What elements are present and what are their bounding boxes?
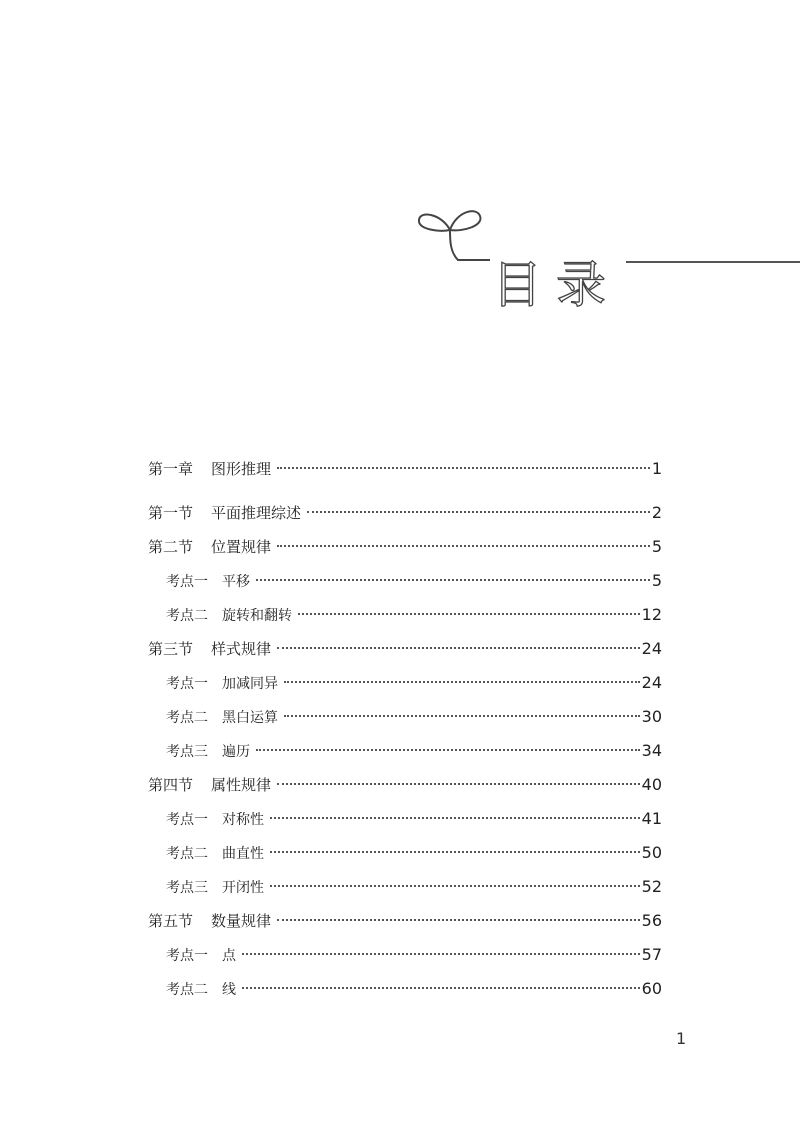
toc-entry-label: 考点一 bbox=[166, 676, 208, 692]
dot-leader bbox=[270, 885, 640, 887]
toc-header bbox=[414, 200, 800, 314]
dot-leader bbox=[307, 511, 650, 513]
toc-entry-label: 考点三 bbox=[166, 880, 208, 896]
dot-leader bbox=[284, 681, 640, 683]
toc-entry-title: 旋转和翻转 bbox=[222, 608, 292, 624]
sprout-icon bbox=[414, 200, 494, 270]
toc-entry-page: 34 bbox=[641, 741, 662, 760]
toc-entry-label: 第三节 bbox=[148, 640, 194, 658]
toc-entry-label: 第一章 bbox=[148, 460, 194, 478]
toc-entry-title: 数量规律 bbox=[211, 912, 272, 930]
toc-entry-point[interactable] bbox=[148, 700, 662, 734]
toc-entry-label: 考点二 bbox=[166, 608, 208, 624]
toc-entry-point[interactable] bbox=[148, 836, 662, 870]
dot-leader bbox=[298, 613, 640, 615]
dot-leader bbox=[277, 545, 650, 547]
toc-entry-label: 第二节 bbox=[148, 538, 194, 556]
toc-entry-title: 图形推理 bbox=[211, 460, 272, 478]
toc-entry-label: 考点一 bbox=[166, 574, 208, 590]
toc-entry-section[interactable] bbox=[148, 530, 662, 564]
toc-entry-page: 2 bbox=[651, 503, 662, 522]
toc-entry-page: 50 bbox=[641, 843, 662, 862]
toc-entry-page: 57 bbox=[641, 945, 662, 964]
toc-entry-page: 40 bbox=[641, 775, 662, 794]
toc-entry-label: 第五节 bbox=[148, 912, 194, 930]
toc-entry-title: 开闭性 bbox=[222, 880, 264, 896]
toc-entry-label: 第四节 bbox=[148, 776, 194, 794]
toc-entry-page: 60 bbox=[641, 979, 662, 998]
toc-entry-section[interactable] bbox=[148, 768, 662, 802]
toc-entry-point[interactable] bbox=[148, 802, 662, 836]
page-number: 1 bbox=[676, 1029, 687, 1048]
toc-entry-title: 遍历 bbox=[222, 744, 250, 760]
page-title: 目录 bbox=[492, 255, 620, 314]
dot-leader bbox=[284, 715, 640, 717]
toc-entry-label: 考点一 bbox=[166, 948, 208, 964]
toc-entry-title: 属性规律 bbox=[211, 776, 272, 794]
toc-entry-point[interactable] bbox=[148, 938, 662, 972]
toc-entry-title: 样式规律 bbox=[211, 640, 272, 658]
toc-entry-page: 12 bbox=[641, 605, 662, 624]
toc-entry-title: 对称性 bbox=[222, 812, 264, 828]
title-rule bbox=[626, 261, 800, 263]
toc-entry-section[interactable] bbox=[148, 904, 662, 938]
dot-leader bbox=[242, 987, 640, 989]
dot-leader bbox=[277, 783, 640, 785]
toc-entry-label: 考点二 bbox=[166, 710, 208, 726]
toc-entry-title: 黑白运算 bbox=[222, 710, 278, 726]
toc-entry-page: 30 bbox=[641, 707, 662, 726]
toc-entry-chapter[interactable] bbox=[148, 450, 662, 496]
toc-entry-label: 考点一 bbox=[166, 812, 208, 828]
dot-leader bbox=[242, 953, 640, 955]
toc-entry-title: 线 bbox=[222, 982, 236, 998]
toc-entry-point[interactable] bbox=[148, 870, 662, 904]
toc-entry-page: 56 bbox=[641, 911, 662, 930]
toc-entry-title: 平移 bbox=[222, 574, 250, 590]
toc-entry-page: 52 bbox=[641, 877, 662, 896]
toc-entry-page: 1 bbox=[651, 459, 662, 478]
toc-entry-title: 曲直性 bbox=[222, 846, 264, 862]
toc-entry-section[interactable] bbox=[148, 632, 662, 666]
dot-leader bbox=[256, 749, 640, 751]
toc-entry-page: 24 bbox=[641, 639, 662, 658]
toc-entry-title: 平面推理综述 bbox=[211, 504, 302, 522]
toc-entry-title: 点 bbox=[222, 948, 236, 964]
dot-leader bbox=[277, 919, 640, 921]
dot-leader bbox=[277, 647, 640, 649]
toc-entry-label: 考点三 bbox=[166, 744, 208, 760]
toc-entry-label: 第一节 bbox=[148, 504, 194, 522]
toc-entry-page: 41 bbox=[641, 809, 662, 828]
toc-entry-title: 加减同异 bbox=[222, 676, 278, 692]
toc-entry-page: 5 bbox=[651, 537, 662, 556]
dot-leader bbox=[277, 467, 650, 469]
toc-entry-point[interactable] bbox=[148, 734, 662, 768]
toc-entry-label: 考点二 bbox=[166, 982, 208, 998]
dot-leader bbox=[270, 817, 640, 819]
toc-entry-section[interactable] bbox=[148, 496, 662, 530]
toc-entry-point[interactable] bbox=[148, 972, 662, 1006]
toc-entry-title: 位置规律 bbox=[211, 538, 272, 556]
toc-entry-label: 考点二 bbox=[166, 846, 208, 862]
dot-leader bbox=[270, 851, 640, 853]
toc-entry-point[interactable] bbox=[148, 564, 662, 598]
toc-entry-page: 5 bbox=[651, 571, 662, 590]
table-of-contents bbox=[148, 450, 662, 1006]
dot-leader bbox=[256, 579, 650, 581]
toc-entry-point[interactable] bbox=[148, 598, 662, 632]
toc-entry-page: 24 bbox=[641, 673, 662, 692]
toc-entry-point[interactable] bbox=[148, 666, 662, 700]
